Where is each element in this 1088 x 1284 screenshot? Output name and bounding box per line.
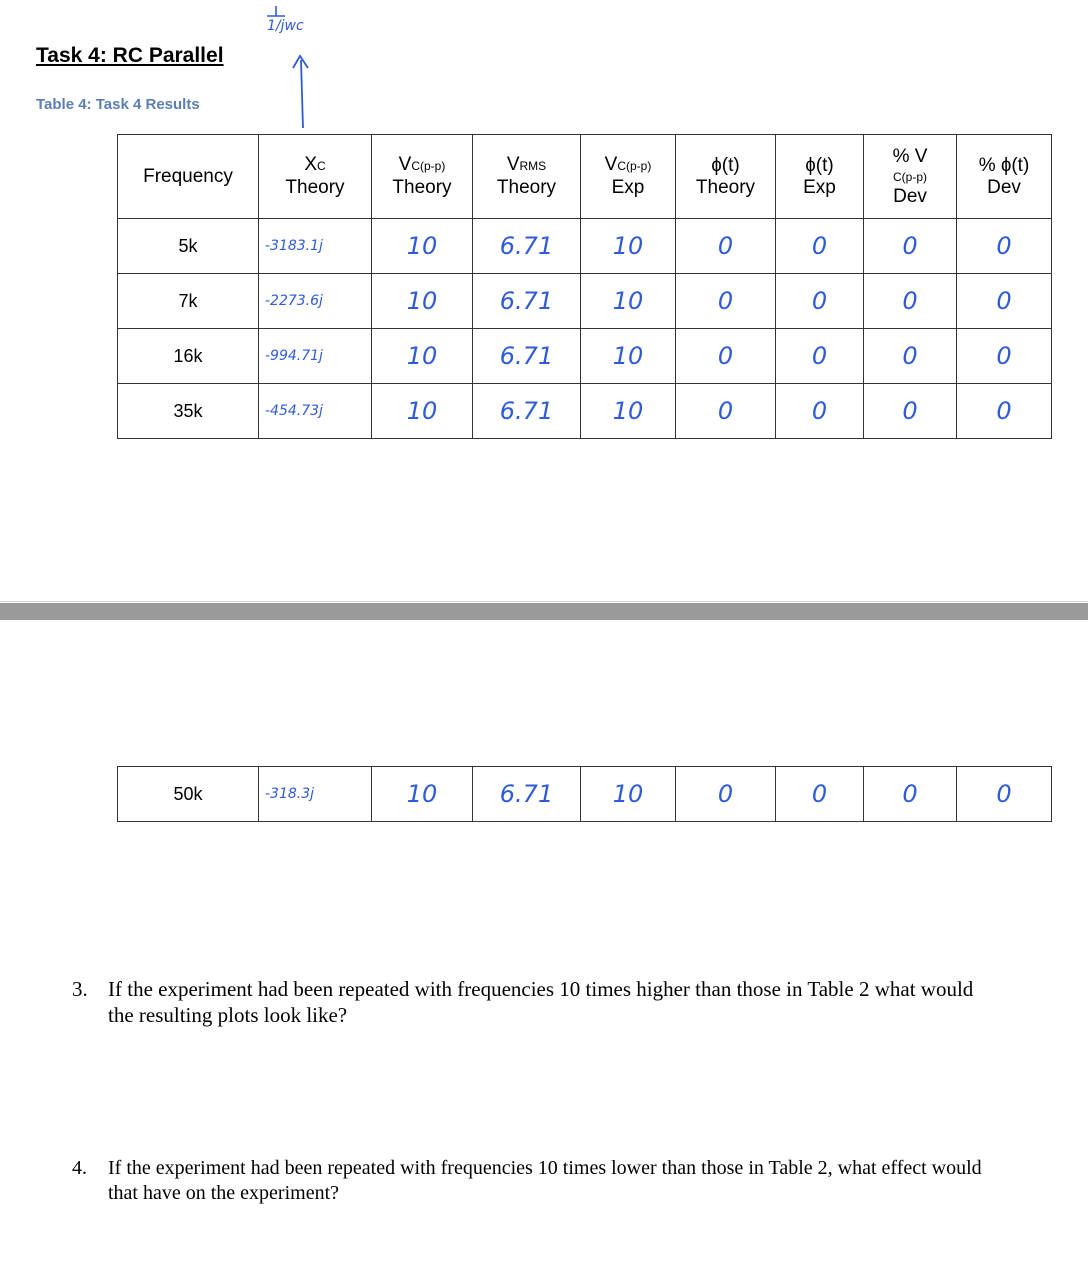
cell-vcexp: 10 — [581, 219, 676, 274]
cell-pct-v: 0 — [864, 219, 957, 274]
question-4 — [72, 1156, 992, 1206]
header-phi-theory: ɸ(t) Theory — [676, 135, 776, 219]
cell-vcpp: 10 — [372, 767, 473, 822]
header-row — [118, 135, 1052, 219]
cell-pct-phi: 0 — [957, 384, 1052, 439]
cell-vrms: 6.71 — [473, 219, 581, 274]
cell-vcpp: 10 — [372, 384, 473, 439]
header-frequency: Frequency — [118, 135, 259, 219]
cell-pct-phi: 0 — [957, 767, 1052, 822]
cell-pct-v: 0 — [864, 767, 957, 822]
cell-phi-exp: 0 — [776, 274, 864, 329]
cell-vcpp: 10 — [372, 329, 473, 384]
cell-phi-theory: 0 — [676, 767, 776, 822]
cell-pct-v: 0 — [864, 329, 957, 384]
task-title: Task 4: RC Parallel — [36, 44, 224, 67]
header-pct-v-dev: % V C(p-p) Dev — [864, 135, 957, 219]
cell-vrms: 6.71 — [473, 329, 581, 384]
header-pct-phi-dev: % ɸ(t) Dev — [957, 135, 1052, 219]
page-break-line — [0, 601, 1088, 602]
cell-frequency: 50k — [118, 767, 259, 822]
cell-pct-phi: 0 — [957, 329, 1052, 384]
results-table-continued — [117, 766, 1052, 822]
cell-xc: -318.3j — [259, 767, 372, 822]
page-break — [0, 603, 1088, 620]
cell-vcpp: 10 — [372, 219, 473, 274]
header-xc-theory: XC Theory — [259, 135, 372, 219]
header-phi-exp: ɸ(t) Exp — [776, 135, 864, 219]
question-number: 3. — [72, 977, 88, 1001]
cell-vrms: 6.71 — [473, 274, 581, 329]
table-row — [118, 274, 1052, 329]
table-row — [118, 384, 1052, 439]
question-text: If the experiment had been repeated with frequencies 10 times lower than those in Table 2, what effect would that have on the experiment? — [108, 1157, 982, 1204]
cell-vrms: 6.71 — [473, 384, 581, 439]
header-vcpp-exp: VC(p-p) Exp — [581, 135, 676, 219]
table-row — [118, 767, 1052, 822]
cell-phi-exp: 0 — [776, 767, 864, 822]
cell-xc: -454.73j — [259, 384, 372, 439]
cell-phi-exp: 0 — [776, 384, 864, 439]
cell-frequency: 16k — [118, 329, 259, 384]
cell-frequency: 7k — [118, 274, 259, 329]
cell-vcexp: 10 — [581, 384, 676, 439]
header-vcpp-theory: VC(p-p) Theory — [372, 135, 473, 219]
cell-phi-theory: 0 — [676, 384, 776, 439]
question-3 — [72, 976, 992, 1028]
cell-vrms: 6.71 — [473, 767, 581, 822]
handwritten-annotation — [255, 0, 325, 130]
table-row — [118, 329, 1052, 384]
cell-pct-phi: 0 — [957, 219, 1052, 274]
cell-xc: -3183.1j — [259, 219, 372, 274]
table-caption: Table 4: Task 4 Results — [36, 96, 200, 113]
cell-phi-theory: 0 — [676, 329, 776, 384]
cell-vcexp: 10 — [581, 767, 676, 822]
table-row — [118, 219, 1052, 274]
cell-pct-v: 0 — [864, 384, 957, 439]
cell-phi-theory: 0 — [676, 219, 776, 274]
results-table — [117, 134, 1052, 439]
cell-xc: -2273.6j — [259, 274, 372, 329]
cell-phi-exp: 0 — [776, 329, 864, 384]
cell-phi-exp: 0 — [776, 219, 864, 274]
cell-vcpp: 10 — [372, 274, 473, 329]
cell-vcexp: 10 — [581, 274, 676, 329]
cell-xc: -994.71j — [259, 329, 372, 384]
cell-pct-v: 0 — [864, 274, 957, 329]
question-number: 4. — [72, 1157, 87, 1179]
cell-frequency: 35k — [118, 384, 259, 439]
cell-frequency: 5k — [118, 219, 259, 274]
question-text: If the experiment had been repeated with frequencies 10 times higher than those in Table 2 what would the resulting plots look like? — [108, 977, 974, 1027]
annotation-text: 1/jwc — [267, 18, 304, 34]
header-vrms-theory: VRMS Theory — [473, 135, 581, 219]
cell-phi-theory: 0 — [676, 274, 776, 329]
cell-pct-phi: 0 — [957, 274, 1052, 329]
cell-vcexp: 10 — [581, 329, 676, 384]
